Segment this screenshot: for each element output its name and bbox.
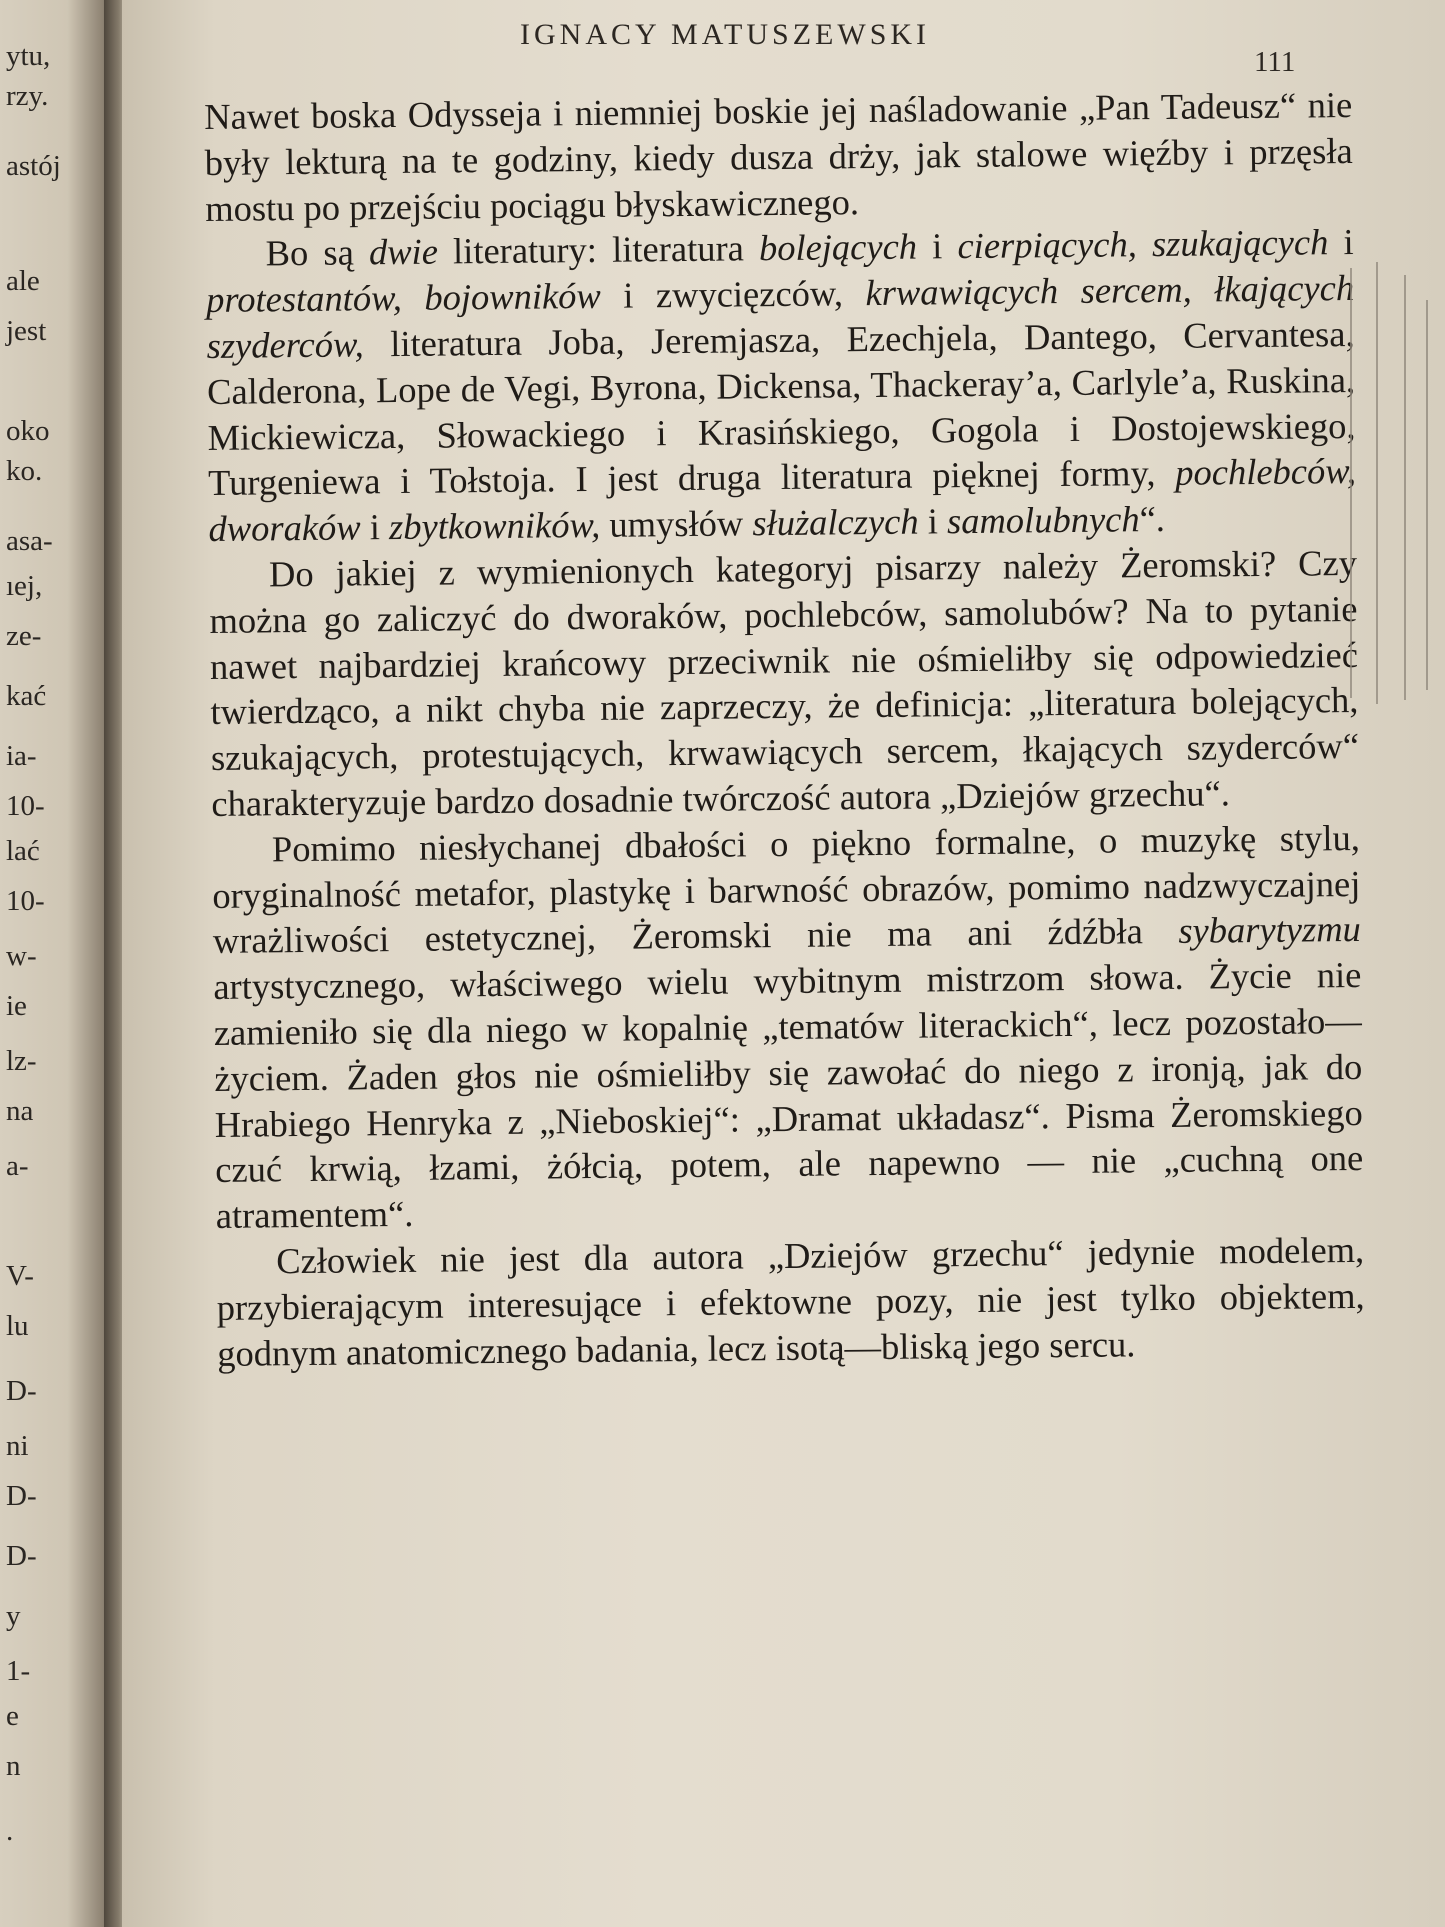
facing-page-fragment: ni (6, 1430, 29, 1462)
facing-page-fragment: astój (6, 150, 61, 182)
italic-text: cierpiących, szukających (957, 221, 1329, 267)
facing-page-edge (0, 0, 112, 1927)
italic-text: samolubnych (946, 498, 1140, 542)
page-number: 111 (1254, 46, 1296, 78)
paragraph (209, 540, 1360, 827)
paragraph (216, 1227, 1365, 1376)
facing-page-fragment: y (6, 1600, 21, 1632)
italic-text: zbytkowników, (388, 504, 601, 548)
paragraph (205, 219, 1356, 552)
text-run: artystycznego, właściwego wielu wybitnym mistrzom słowa. Życie nie zamieniło się dla niego w kopalnię „tematów literackich“, lecz pozostało—życiem. Żaden głos nie ośmieliłby się zawołać do niego z ironją, jak do Hrabiego Henryka z „Nieboskiej“: „Dramat układasz“. Pisma Żeromskiego czuć krwią, łzami, żółcią, potem, ale napewno — nie „cuchną one atramentem“. (213, 954, 1364, 1237)
facing-page-fragment: w- (6, 940, 37, 972)
facing-page-fragment: lać (6, 835, 40, 867)
pencil-mark (1404, 275, 1406, 700)
text-run: umysłów (600, 502, 753, 546)
facing-page-fragment: . (6, 1815, 14, 1847)
pencil-mark (1426, 300, 1428, 690)
text-run: i (918, 500, 948, 542)
text-run: i (916, 225, 958, 267)
text-run: Człowiek nie jest dla autora „Dziejów grzechu“ jedynie modelem, przybierającym interesujące i efektowne pozy, nie jest tylko objektem, godnym anatomicznego badania, lecz isotą—bliską jego sercu. (216, 1228, 1365, 1374)
facing-page-fragment: D- (6, 1540, 37, 1572)
facing-page-fragment: ze- (6, 620, 42, 652)
facing-page-fragment: ko. (6, 455, 43, 487)
facing-page-fragment: ia- (6, 740, 37, 772)
facing-page-fragment: D- (6, 1480, 37, 1512)
facing-page-fragment: ale (6, 265, 40, 297)
text-run: i zwycięzców, (600, 272, 866, 317)
facing-page-fragment: na (6, 1095, 34, 1127)
facing-page-fragment: jest (6, 315, 47, 347)
italic-text: dwie (368, 230, 439, 273)
text-run: Pomimo niesłychanej dbałości o piękno formalne, o muzykę stylu, oryginalność metafor, plastykę i barwność obrazów, pomimo nadzwyczajnej wrażliwości estetycznej, Żeromski nie ma ani źdźbła (212, 816, 1361, 962)
italic-text: krwawiących sercem, łkających szyderców, (206, 267, 1355, 366)
text-column (204, 82, 1365, 1376)
text-run: “. (1139, 498, 1166, 540)
facing-page-fragment: ie (6, 990, 27, 1022)
facing-page-fragment: 10- (6, 790, 45, 822)
facing-page-fragment: lz- (6, 1045, 37, 1077)
facing-page-fragment: 10- (6, 885, 45, 917)
text-run: Nawet boska Odysseja i niemniej boskie jej naśladowanie „Pan Tadeusz“ nie były lekturą na te godziny, kiedy dusza drży, jak stalowe więźby i przęsła mostu po przejściu pociągu błyskawicznego. (204, 83, 1353, 229)
text-run: Do jakiej z wymienionych kategoryj pisarzy należy Żeromski? Czy można go zaliczyć do dworaków, pochlebców, samolubów? Na to pytanie nawet najbardziej krańcowy przeciwnik nie ośmieliłby się odpowiedzieć twierdząco, a nikt chyba nie zaprzeczy, że definicja: „literatura bolejących, szukających, protestujących, krwawiących sercem, łkających szyderców“ charakteryzuje bardzo dosadnie twórczość autora „Dziejów grzechu“. (209, 541, 1360, 824)
facing-page-fragment: D- (6, 1375, 37, 1407)
facing-page-fragment: a- (6, 1150, 29, 1182)
italic-text: sybarytyzmu (1178, 908, 1362, 952)
facing-page-fragment: ytu, (6, 40, 51, 72)
paragraph (212, 815, 1364, 1239)
running-head: IGNACY MATUSZEWSKI (520, 18, 931, 51)
facing-page-fragment: n (6, 1750, 21, 1782)
italic-text: pochlebców, dworaków (208, 450, 1357, 550)
italic-text: protestantów, bojowników (205, 275, 601, 321)
pencil-mark (1350, 268, 1352, 698)
text-run: i (1328, 221, 1354, 263)
facing-page-fragment: lu (6, 1310, 29, 1342)
facing-page-fragment: e (6, 1700, 19, 1732)
paragraph (204, 82, 1353, 231)
facing-page-fragment: asa- (6, 525, 53, 557)
text-run: Bo są (265, 231, 370, 274)
facing-page-fragment: rzy. (6, 80, 49, 112)
text-run: i (360, 506, 390, 548)
facing-page-fragment: V- (6, 1260, 34, 1292)
facing-page-fragment: kać (6, 680, 47, 712)
text-run: literatura Joba, Jeremjasza, Ezechjela, Dantego, Cervantesa, Calderona, Lope de Vegi, Byrona, Dickensa, Thackeray’a, Carlyle’a, Ruskina, Mickiewicza, Słowackiego i Krasińskiego, Gogola i Dostojewskiego, Turgeniewa i Tołstoja. I jest druga literatura pięknej formy, (206, 312, 1356, 504)
italic-text: bolejących (758, 225, 918, 269)
pencil-mark (1376, 262, 1378, 704)
italic-text: służalczych (752, 500, 919, 544)
book-page (122, 0, 1445, 1927)
facing-page-fragment: ıej, (6, 570, 43, 602)
facing-page-fragment: 1- (6, 1655, 31, 1687)
facing-page-fragment: oko (6, 415, 50, 447)
text-run: literatury: literatura (437, 227, 760, 272)
